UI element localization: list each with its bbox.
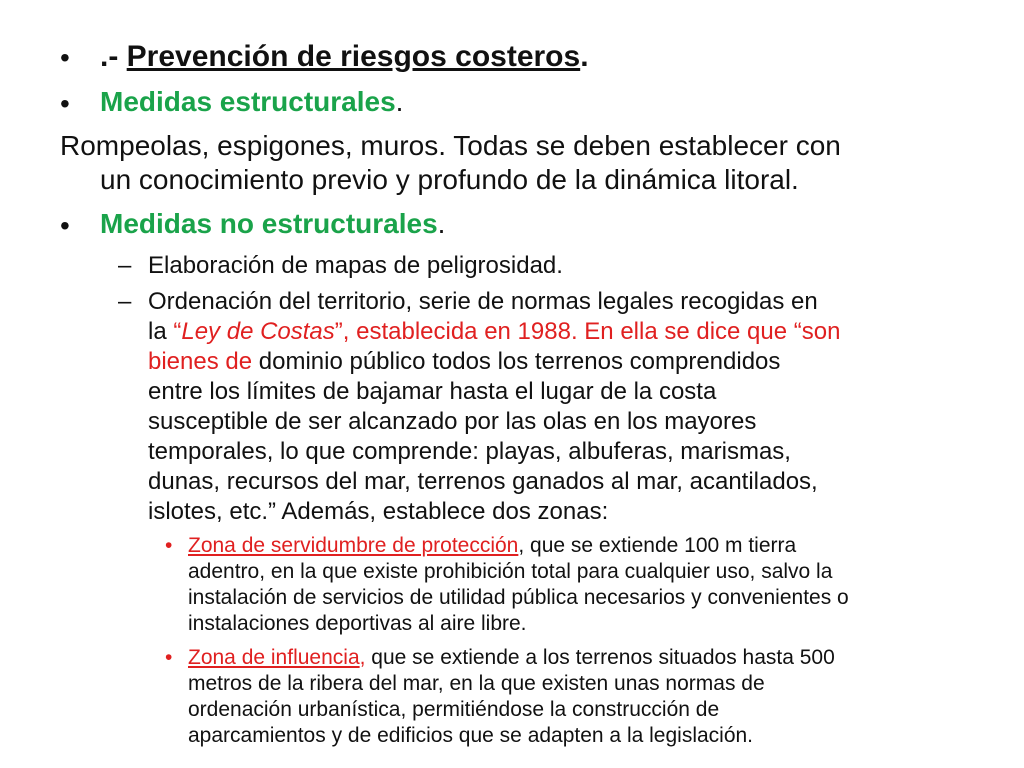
zone1-line3: instalación de servicios de utilidad pública necesarios y convenientes o bbox=[188, 586, 849, 609]
structural-bullet: • bbox=[60, 88, 70, 119]
maps-dash: – bbox=[118, 252, 132, 279]
zone2-bullet: • bbox=[165, 646, 173, 669]
territory-line3-red: bienes de bbox=[148, 348, 253, 375]
law-quote-intro: En ella se dice que “son bbox=[577, 318, 841, 345]
structural-text-line1: Rompeolas, espigones, muros. Todas se deben establecer con bbox=[60, 130, 841, 161]
zone2-line1 bbox=[188, 646, 835, 670]
nonstructural-label: Medidas no estructurales bbox=[100, 208, 438, 239]
territory-line7: dunas, recursos del mar, terrenos ganados al mar, acantilados, bbox=[148, 468, 818, 495]
territory-line5: susceptible de ser alcanzado por las olas en los mayores bbox=[148, 408, 757, 435]
title-bullet: • bbox=[60, 42, 70, 73]
zone1-line2: adentro, en la que existe prohibición total para cualquier uso, salvo la bbox=[188, 560, 833, 583]
zone2-line3: ordenación urbanística, permitiéndose la construcción de bbox=[188, 698, 720, 721]
zone1-line1-rest: , que se extiende 100 m tierra bbox=[518, 534, 797, 557]
maps-item: Elaboración de mapas de peligrosidad. bbox=[148, 252, 563, 279]
territory-dash: – bbox=[118, 288, 132, 315]
title-suffix: . bbox=[580, 40, 589, 73]
territory-line3-rest: dominio público todos los terrenos comprendidos bbox=[252, 348, 781, 375]
title-text: Prevención de riesgos costeros bbox=[126, 40, 581, 73]
zone1-bullet: • bbox=[165, 534, 173, 557]
zone2-line1-rest: que se extiende a los terrenos situados hasta 500 bbox=[365, 646, 835, 669]
nonstructural-heading bbox=[100, 208, 445, 240]
structural-suffix: . bbox=[395, 86, 404, 117]
zone1-line4: instalaciones deportivas al aire libre. bbox=[188, 612, 527, 635]
zone1-name: Zona de servidumbre de protección bbox=[188, 534, 519, 557]
zone2-name: Zona de influencia bbox=[188, 646, 360, 669]
territory-line6: temporales, lo que comprende: playas, albuferas, marismas, bbox=[148, 438, 791, 465]
territory-line4: entre los límites de bajamar hasta el lugar de la costa bbox=[148, 378, 717, 405]
territory-line1: Ordenación del territorio, serie de normas legales recogidas en bbox=[148, 288, 818, 315]
zone2-comma: , bbox=[359, 646, 366, 669]
zone2-line4: aparcamientos y de edificios que se adapten a la legislación. bbox=[188, 724, 754, 747]
structural-text-line2: un conocimiento previo y profundo de la dinámica litoral. bbox=[100, 164, 799, 195]
territory-line3 bbox=[148, 348, 780, 376]
law-quote-open: “ bbox=[173, 318, 182, 345]
law-name: Ley de Costas bbox=[181, 318, 335, 345]
nonstructural-suffix: . bbox=[437, 208, 446, 239]
slide-title bbox=[100, 40, 589, 74]
law-date: ”, establecida en 1988. bbox=[334, 318, 578, 345]
territory-line8: islotes, etc.” Además, establece dos zonas: bbox=[148, 498, 609, 525]
nonstructural-bullet: • bbox=[60, 210, 70, 241]
zone1-line1 bbox=[188, 534, 796, 558]
title-prefix: .- bbox=[100, 40, 127, 73]
territory-line2 bbox=[148, 318, 840, 346]
structural-heading bbox=[100, 86, 403, 118]
zone2-line2: metros de la ribera del mar, en la que existen unas normas de bbox=[188, 672, 765, 695]
structural-label: Medidas estructurales bbox=[100, 86, 396, 117]
territory-line2-pre: la bbox=[148, 318, 174, 345]
